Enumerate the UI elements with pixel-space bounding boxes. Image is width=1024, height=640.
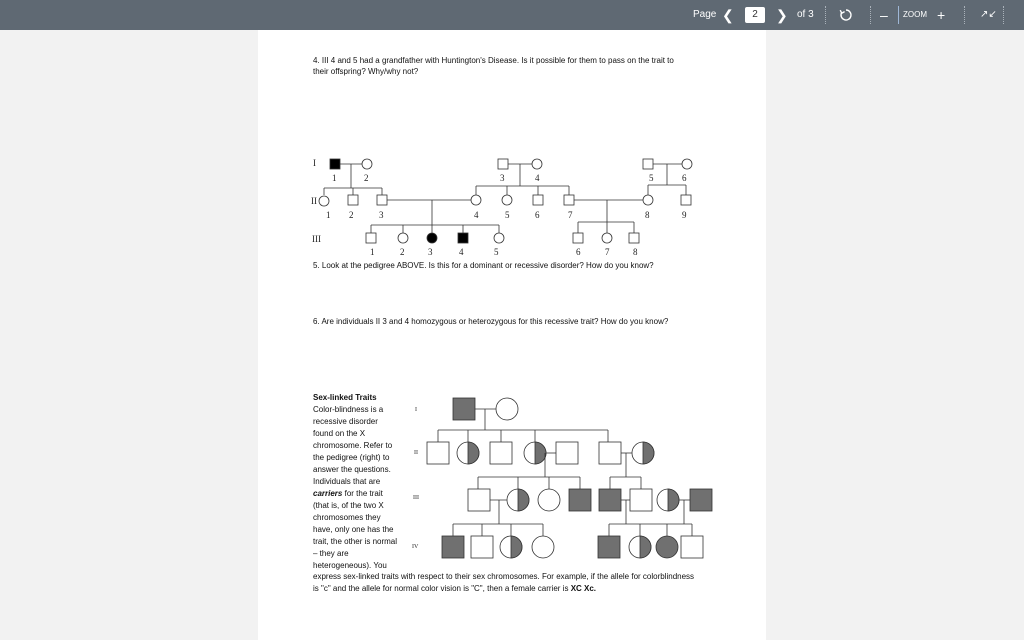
individual-number: 9 [682,210,687,220]
male [599,442,621,464]
male [630,489,652,511]
individual-number: 2 [400,247,405,257]
question-5: 5. Look at the pedigree ABOVE. Is this for a dominant or recessive disorder? How do you know? [313,261,654,270]
female [496,398,518,420]
toolbar-divider [870,6,871,24]
question-4-line1: 4. III 4 and 5 had a grandfather with Huntington's Disease. Is it possible for them to pass on the trait to [313,56,674,65]
individual-number: 5 [505,210,510,220]
individual-number: 8 [633,247,638,257]
generation-label: I [415,407,417,413]
individual-number: 2 [349,210,354,220]
carriers-term: carriers [313,489,343,498]
section-heading: Sex-linked Traits [313,393,377,402]
page-label: Page [693,9,717,20]
generation-label: I [313,158,316,168]
individual-number: 4 [474,210,479,220]
individual-number: 4 [459,247,464,257]
bottom-text-line2-part: is "c" and the allele for normal color vision is "C", then a female carrier is [313,584,571,593]
generation-label: III [413,495,419,501]
individual-number: 2 [364,173,369,183]
individual-number: 6 [682,173,687,183]
individual-number: 3 [379,210,384,220]
affected-male [598,536,620,558]
individual-number: 7 [568,210,573,220]
genotype-example: XC Xc. [570,584,597,593]
individual-number: 3 [428,247,433,257]
affected-female [656,536,678,558]
male [471,536,493,558]
generation-label: II [311,196,317,206]
individual-number: 6 [576,247,581,257]
question-4-line2: their offspring? Why/why not? [313,67,419,76]
bottom-text-line1: express sex-linked traits with respect to their sex chromosomes. For example, if the allele for colorblindness [313,572,695,581]
pedigree-chart-colorblindness [258,30,766,640]
plus-icon[interactable]: + [937,7,946,23]
page-total: of 3 [797,9,814,20]
rotate-icon[interactable] [839,8,853,22]
document-page [258,30,766,640]
toolbar-divider [898,6,899,24]
individual-number: 7 [605,247,610,257]
female [538,489,560,511]
affected-male [453,398,475,420]
page-number-input[interactable]: 2 [745,7,765,23]
generation-label: II [414,450,418,456]
pdf-toolbar [0,0,1024,30]
affected-male [442,536,464,558]
individual-number: 8 [645,210,650,220]
male [468,489,490,511]
generation-label: IV [412,544,419,550]
affected-male [569,489,591,511]
generation-label: III [312,234,321,244]
individual-number: 6 [535,210,540,220]
toolbar-divider [825,6,826,24]
individual-number: 1 [332,173,337,183]
bottom-text-line2 [313,584,596,595]
male [490,442,512,464]
individual-number: 1 [370,247,375,257]
chevron-right-icon[interactable]: ❯ [776,7,788,23]
chevron-left-icon[interactable]: ❮ [722,7,734,23]
description-text: for the trait (that is, of the two X chromosomes they have, only one has the trait, the other is normal – they are heterogeneous). You [313,489,398,570]
individual-number: 1 [326,210,331,220]
male [427,442,449,464]
male [556,442,578,464]
individual-number: 5 [494,247,499,257]
description-text: Color-blindness is a recessive disorder found on the X chromosome. Refer to the pedigree (right) to answer the questions. Individuals that are [313,405,393,486]
collapse-icon[interactable]: ↗↙ [980,9,997,20]
affected-male [599,489,621,511]
question-6: 6. Are individuals II 3 and 4 homozygous or heterozygous for this recessive trait? How do you know? [313,317,669,326]
affected-male [690,489,712,511]
individual-number: 3 [500,173,505,183]
toolbar-divider [964,6,965,24]
toolbar-divider [1003,6,1004,24]
minus-icon[interactable]: – [880,7,888,23]
female [532,536,554,558]
male [681,536,703,558]
individual-number: 4 [535,173,540,183]
individual-number: 5 [649,173,654,183]
zoom-label: ZOOM [903,10,927,19]
